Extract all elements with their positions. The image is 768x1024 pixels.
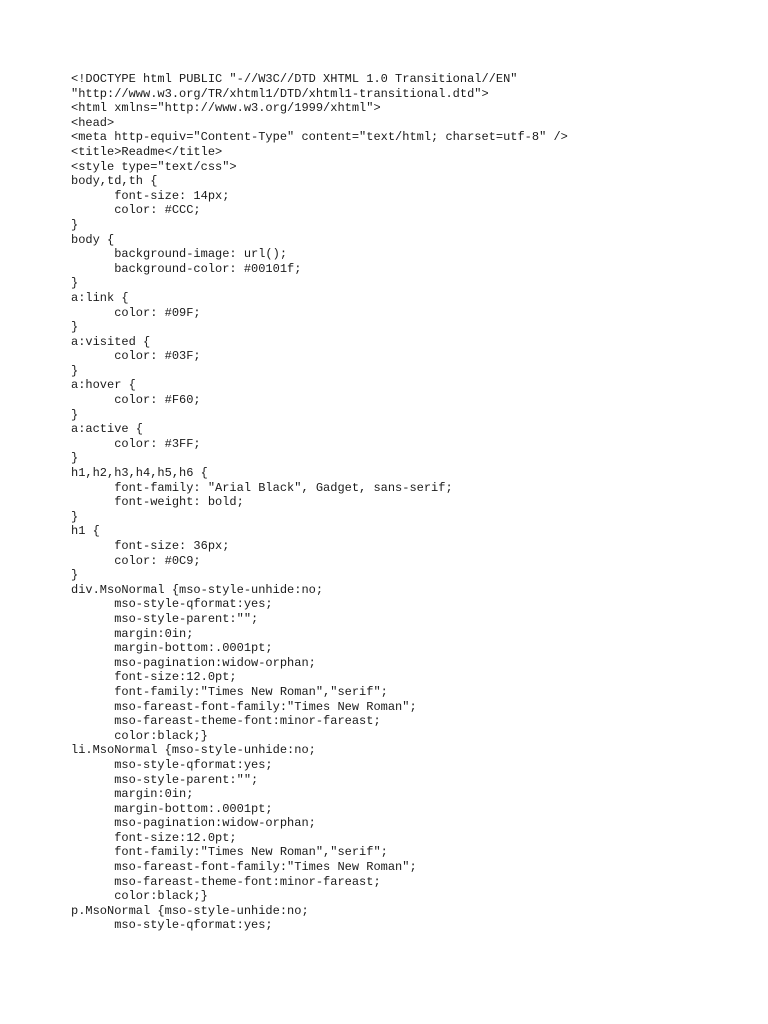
code-line: font-size:12.0pt;	[71, 670, 237, 685]
code-line: <!DOCTYPE html PUBLIC "-//W3C//DTD XHTML 1.0 Transitional//EN"	[71, 72, 518, 86]
code-line: }	[71, 320, 79, 335]
code-line: mso-pagination:widow-orphan;	[71, 816, 316, 831]
code-line: }	[71, 407, 79, 422]
code-line: }	[71, 451, 79, 466]
code-line: font-size: 36px;	[71, 539, 230, 553]
code-line: li.MsoNormal {mso-style-unhide:no;	[71, 743, 316, 758]
code-line: background-color: #00101f;	[71, 261, 302, 276]
code-line: mso-style-parent:"";	[71, 772, 259, 787]
code-line: }	[71, 363, 79, 378]
code-line: color: #09F;	[71, 305, 201, 320]
code-line: mso-fareast-font-family:"Times New Roman";	[71, 860, 417, 875]
code-line: }	[71, 568, 79, 583]
code-line: color: #F60;	[71, 393, 201, 408]
code-line: mso-fareast-theme-font:minor-fareast;	[71, 714, 381, 729]
code-line: }	[71, 509, 79, 524]
code-line: <head>	[71, 115, 115, 130]
code-line: margin-bottom:.0001pt;	[71, 801, 273, 816]
code-line: mso-style-qformat:yes;	[71, 918, 273, 933]
code-line: h1 {	[71, 524, 100, 539]
code-line: color: #03F;	[71, 349, 201, 364]
code-line: mso-style-parent:"";	[71, 611, 259, 626]
code-line: body {	[71, 232, 115, 247]
code-line: a:active {	[71, 422, 144, 437]
code-line: background-image: url();	[71, 247, 288, 262]
code-line: p.MsoNormal {mso-style-unhide:no;	[71, 903, 309, 918]
code-line: font-family: "Arial Black", Gadget, sans-serif;	[71, 480, 453, 495]
code-line: a:hover {	[71, 378, 136, 393]
code-line: color:black;}	[71, 889, 208, 904]
code-line: a:link {	[71, 290, 129, 305]
code-line: body,td,th {	[71, 174, 158, 189]
code-line: mso-style-qformat:yes;	[71, 597, 273, 612]
code-line: <html xmlns="http://www.w3.org/1999/xhtml">	[71, 101, 381, 116]
code-line: div.MsoNormal {mso-style-unhide:no;	[71, 582, 324, 597]
code-line: font-family:"Times New Roman","serif";	[71, 684, 388, 699]
source-code-text	[71, 72, 568, 933]
code-line: "http://www.w3.org/TR/xhtml1/DTD/xhtml1-transitional.dtd">	[71, 86, 489, 101]
code-line: font-size:12.0pt;	[71, 830, 237, 845]
code-line: font-weight: bold;	[71, 495, 244, 510]
code-line: <title>Readme</title>	[71, 144, 223, 159]
code-line: margin-bottom:.0001pt;	[71, 641, 273, 656]
code-line: <meta http-equiv="Content-Type" content="text/html; charset=utf-8" />	[71, 130, 568, 145]
code-line: font-family:"Times New Roman","serif";	[71, 845, 388, 860]
code-line: mso-fareast-theme-font:minor-fareast;	[71, 874, 381, 889]
code-line: margin:0in;	[71, 626, 194, 641]
code-line: }	[71, 276, 79, 291]
code-line: <style type="text/css">	[71, 159, 237, 174]
code-line: mso-fareast-font-family:"Times New Roman";	[71, 699, 417, 714]
code-line: color: #CCC;	[71, 203, 201, 218]
code-line: color: #3FF;	[71, 436, 201, 451]
code-line: mso-pagination:widow-orphan;	[71, 655, 316, 670]
code-line: color: #0C9;	[71, 553, 201, 568]
code-line: font-size: 14px;	[71, 188, 230, 203]
code-line: color:black;}	[71, 728, 208, 743]
code-line: margin:0in;	[71, 787, 194, 802]
code-line: }	[71, 217, 79, 232]
code-line: a:visited {	[71, 334, 151, 349]
code-line: h1,h2,h3,h4,h5,h6 {	[71, 466, 208, 481]
code-line: mso-style-qformat:yes;	[71, 757, 273, 772]
